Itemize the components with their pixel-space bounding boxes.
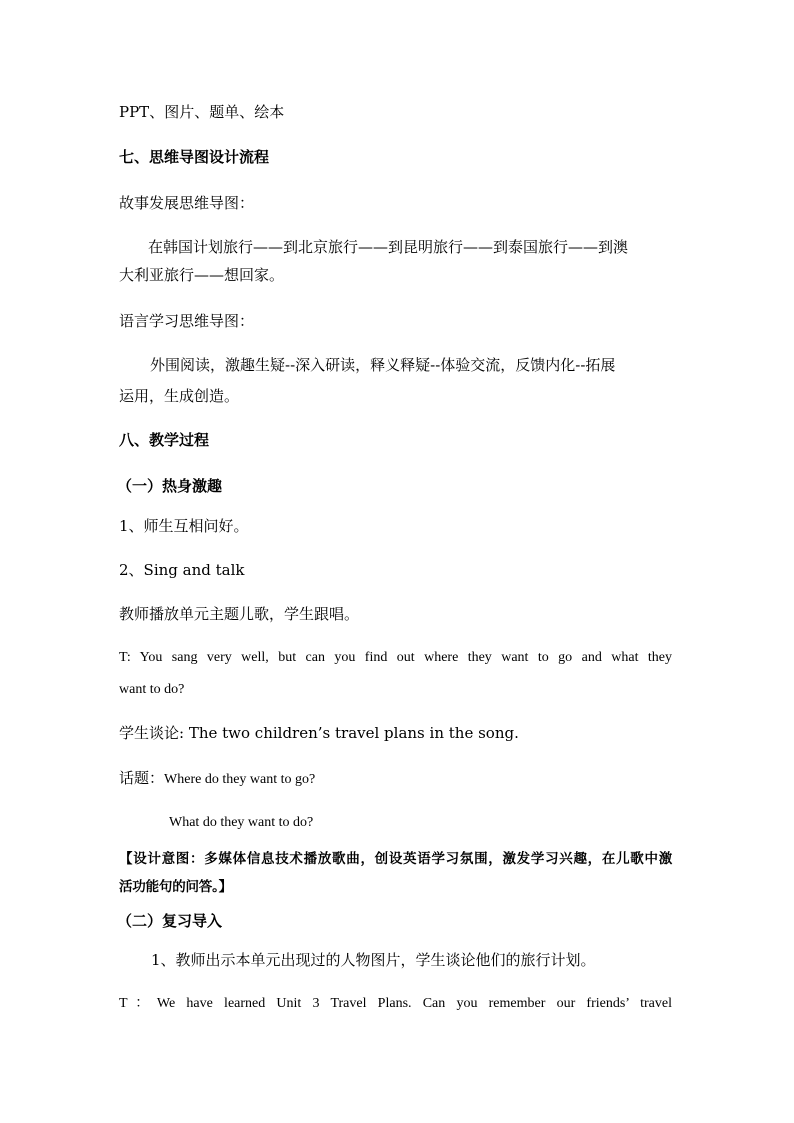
section8-heading: 八、教学过程 <box>119 431 210 449</box>
part1-heading: （一）热身激趣 <box>117 477 223 495</box>
part1-item2-text: 2、Sing and talk <box>119 561 245 579</box>
student-discussion: 学生谈论: The two children’s travel plans in the song. <box>119 724 519 742</box>
topic-question2: What do they want to do? <box>169 815 314 830</box>
story-mindmap-line2: 大利亚旅行——想回家。 <box>119 266 285 284</box>
part2-heading: （二）复习导入 <box>117 912 223 930</box>
teacher-question-line2: want to do? <box>119 682 185 697</box>
part2-teacher-line1: T：We have learned Unit 3 Travel Plans. Can you remember our friends’ travel <box>119 996 672 1011</box>
topic-label: 话题： <box>119 769 165 787</box>
teacher-action: 教师播放单元主题儿歌，学生跟唱。 <box>119 605 360 623</box>
story-mindmap-label: 故事发展思维导图： <box>119 194 255 212</box>
section7-heading: 七、思维导图设计流程 <box>119 148 270 166</box>
language-mindmap-label: 语言学习思维导图： <box>119 312 255 330</box>
part1-item2 <box>119 560 244 580</box>
design-intent-line1: 【设计意图：多媒体信息技术播放歌曲，创设英语学习氛围，激发学习兴趣，在儿歌中激 <box>119 851 672 867</box>
design-intent-line2: 活功能句的问答。】 <box>119 879 232 895</box>
materials-line: PPT、图片、题单、绘本 <box>119 103 285 121</box>
teacher-question-line1: T: You sang very well, but can you find out where they want to go and what they <box>119 650 672 665</box>
story-mindmap-line1: 在韩国计划旅行——到北京旅行——到昆明旅行——到泰国旅行——到澳 <box>148 238 629 256</box>
part1-item1: 1、师生互相问好。 <box>119 517 249 535</box>
language-mindmap-line2: 运用，生成创造。 <box>119 387 240 405</box>
topic-question1: Where do they want to go? <box>164 772 316 787</box>
language-mindmap-line1: 外围阅读，激趣生疑--深入研读，释义释疑--体验交流，反馈内化--拓展 <box>150 356 616 374</box>
part2-item1: 1、教师出示本单元出现过的人物图片，学生谈论他们的旅行计划。 <box>151 951 596 969</box>
topic-line <box>119 768 315 790</box>
